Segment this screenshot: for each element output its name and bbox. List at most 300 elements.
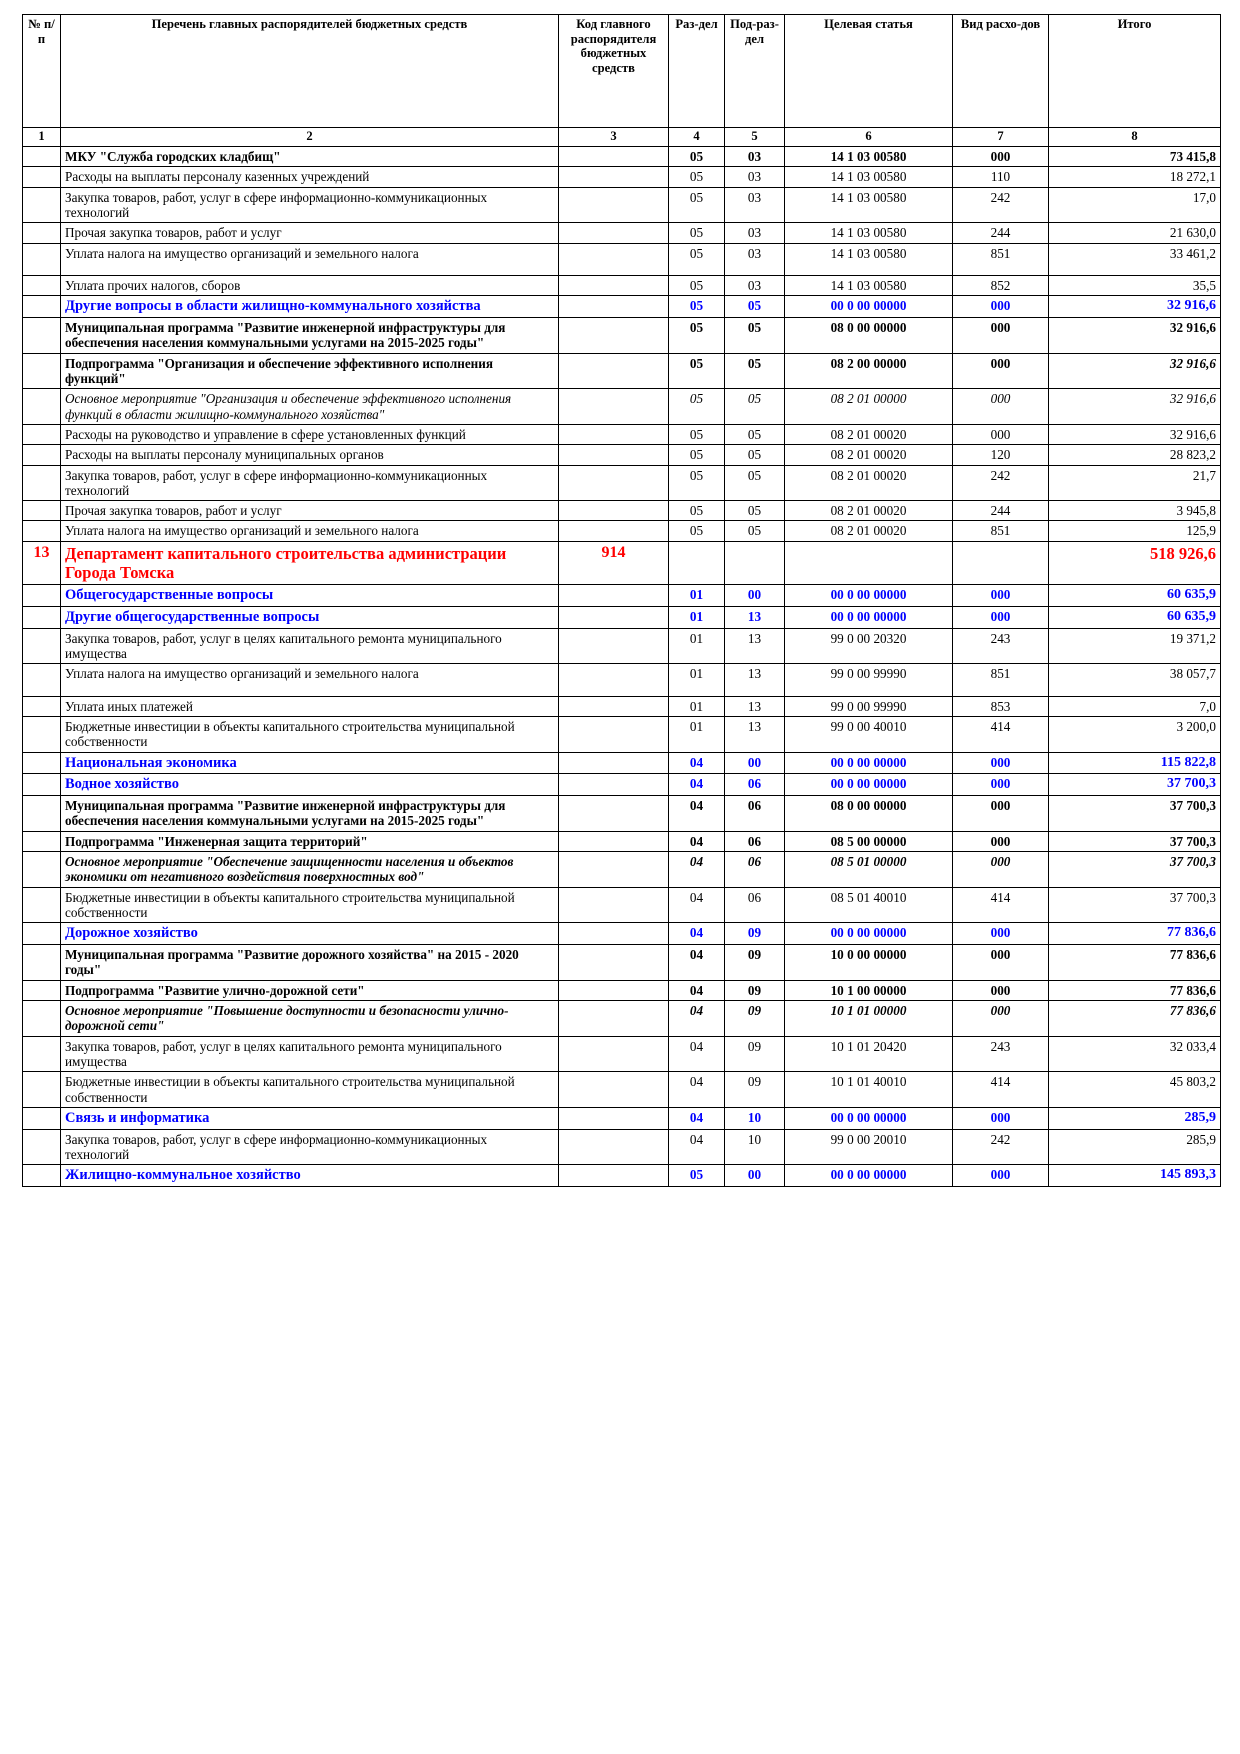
row-index bbox=[23, 389, 61, 425]
row-index: 13 bbox=[23, 541, 61, 584]
row-article: 00 0 00 00000 bbox=[785, 1107, 953, 1129]
row-vid: 851 bbox=[953, 664, 1049, 696]
table-row bbox=[23, 243, 1221, 275]
row-podrazdel: 03 bbox=[725, 243, 785, 275]
table-row bbox=[23, 275, 1221, 295]
row-podrazdel: 03 bbox=[725, 167, 785, 187]
row-podrazdel: 00 bbox=[725, 752, 785, 774]
row-podrazdel: 03 bbox=[725, 187, 785, 223]
row-vid: 000 bbox=[953, 831, 1049, 851]
row-code bbox=[559, 445, 669, 465]
row-podrazdel: 10 bbox=[725, 1129, 785, 1165]
row-razdel: 01 bbox=[669, 696, 725, 716]
row-name: Муниципальная программа "Развитие инженерной инфраструктуры для обеспечения населения коммунальными услугами на 2015-2025 годы" bbox=[61, 318, 559, 354]
row-index bbox=[23, 716, 61, 752]
row-vid: 414 bbox=[953, 716, 1049, 752]
row-vid: 243 bbox=[953, 1036, 1049, 1072]
row-index bbox=[23, 501, 61, 521]
row-vid bbox=[953, 541, 1049, 584]
table-row bbox=[23, 852, 1221, 888]
row-razdel: 05 bbox=[669, 521, 725, 541]
row-razdel: 01 bbox=[669, 716, 725, 752]
row-index bbox=[23, 980, 61, 1000]
row-code bbox=[559, 424, 669, 444]
row-name: Жилищно-коммунальное хозяйство bbox=[61, 1165, 559, 1187]
row-name: Расходы на выплаты персоналу муниципальных органов bbox=[61, 445, 559, 465]
row-razdel: 04 bbox=[669, 1107, 725, 1129]
row-podrazdel: 06 bbox=[725, 774, 785, 796]
table-row bbox=[23, 541, 1221, 584]
row-index bbox=[23, 318, 61, 354]
table-row bbox=[23, 606, 1221, 628]
row-razdel: 04 bbox=[669, 923, 725, 945]
table-row bbox=[23, 1001, 1221, 1037]
row-podrazdel: 03 bbox=[725, 223, 785, 243]
row-vid: 243 bbox=[953, 628, 1049, 664]
column-number-5: 5 bbox=[725, 128, 785, 147]
row-name: Уплата прочих налогов, сборов bbox=[61, 275, 559, 295]
column-number-8: 8 bbox=[1049, 128, 1221, 147]
row-total: 32 916,6 bbox=[1049, 318, 1221, 354]
row-article: 14 1 03 00580 bbox=[785, 167, 953, 187]
row-total: 73 415,8 bbox=[1049, 147, 1221, 167]
row-code bbox=[559, 389, 669, 425]
row-article: 08 2 01 00020 bbox=[785, 465, 953, 501]
table-row bbox=[23, 465, 1221, 501]
row-razdel: 05 bbox=[669, 275, 725, 295]
row-code bbox=[559, 465, 669, 501]
header-razdel: Раз-дел bbox=[669, 15, 725, 128]
row-vid: 120 bbox=[953, 445, 1049, 465]
row-index bbox=[23, 187, 61, 223]
table-row bbox=[23, 167, 1221, 187]
table-row bbox=[23, 696, 1221, 716]
row-razdel: 05 bbox=[669, 465, 725, 501]
row-podrazdel: 06 bbox=[725, 796, 785, 832]
row-razdel: 04 bbox=[669, 774, 725, 796]
budget-table bbox=[22, 14, 1221, 1187]
row-code bbox=[559, 752, 669, 774]
row-podrazdel: 09 bbox=[725, 945, 785, 981]
row-total: 3 945,8 bbox=[1049, 501, 1221, 521]
row-vid: 414 bbox=[953, 887, 1049, 923]
row-total: 17,0 bbox=[1049, 187, 1221, 223]
row-index bbox=[23, 752, 61, 774]
row-article: 10 1 00 00000 bbox=[785, 980, 953, 1000]
row-code bbox=[559, 167, 669, 187]
row-total: 19 371,2 bbox=[1049, 628, 1221, 664]
row-razdel: 04 bbox=[669, 1036, 725, 1072]
row-article: 14 1 03 00580 bbox=[785, 223, 953, 243]
row-name: Основное мероприятие "Повышение доступности и безопасности улично-дорожной сети" bbox=[61, 1001, 559, 1037]
row-code bbox=[559, 1107, 669, 1129]
row-index bbox=[23, 275, 61, 295]
row-code bbox=[559, 945, 669, 981]
row-total: 21 630,0 bbox=[1049, 223, 1221, 243]
row-razdel: 05 bbox=[669, 389, 725, 425]
row-code bbox=[559, 1129, 669, 1165]
table-row bbox=[23, 1107, 1221, 1129]
row-vid: 000 bbox=[953, 606, 1049, 628]
column-number-row bbox=[23, 128, 1221, 147]
row-code bbox=[559, 831, 669, 851]
row-article bbox=[785, 541, 953, 584]
row-podrazdel: 09 bbox=[725, 980, 785, 1000]
table-row bbox=[23, 923, 1221, 945]
row-article: 08 0 00 00000 bbox=[785, 318, 953, 354]
row-code bbox=[559, 774, 669, 796]
table-row bbox=[23, 887, 1221, 923]
row-razdel: 05 bbox=[669, 445, 725, 465]
row-code bbox=[559, 606, 669, 628]
row-razdel: 05 bbox=[669, 296, 725, 318]
row-article: 08 2 01 00000 bbox=[785, 389, 953, 425]
row-podrazdel: 06 bbox=[725, 831, 785, 851]
row-total: 77 836,6 bbox=[1049, 945, 1221, 981]
row-razdel: 05 bbox=[669, 1165, 725, 1187]
table-row bbox=[23, 831, 1221, 851]
row-code bbox=[559, 275, 669, 295]
row-index bbox=[23, 852, 61, 888]
row-total: 3 200,0 bbox=[1049, 716, 1221, 752]
row-podrazdel bbox=[725, 541, 785, 584]
row-code bbox=[559, 664, 669, 696]
row-code bbox=[559, 187, 669, 223]
row-article: 10 1 01 00000 bbox=[785, 1001, 953, 1037]
row-name: Прочая закупка товаров, работ и услуг bbox=[61, 223, 559, 243]
row-name: Бюджетные инвестиции в объекты капитального строительства муниципальной собственности bbox=[61, 887, 559, 923]
row-name: Закупка товаров, работ, услуг в сфере информационно-коммуникационных технологий bbox=[61, 465, 559, 501]
row-name: Закупка товаров, работ, услуг в целях капитального ремонта муниципального имущества bbox=[61, 1036, 559, 1072]
table-row bbox=[23, 716, 1221, 752]
row-name: Общегосударственные вопросы bbox=[61, 585, 559, 607]
row-name: Бюджетные инвестиции в объекты капитального строительства муниципальной собственности bbox=[61, 1072, 559, 1108]
row-article: 08 0 00 00000 bbox=[785, 796, 953, 832]
table-row bbox=[23, 389, 1221, 425]
row-article: 14 1 03 00580 bbox=[785, 187, 953, 223]
row-article: 14 1 03 00580 bbox=[785, 147, 953, 167]
row-podrazdel: 00 bbox=[725, 1165, 785, 1187]
row-vid: 852 bbox=[953, 275, 1049, 295]
row-name: Основное мероприятие "Обеспечение защищенности населения и объектов экономики от негативного воздействия поверхностных вод" bbox=[61, 852, 559, 888]
row-vid: 000 bbox=[953, 147, 1049, 167]
row-name: Национальная экономика bbox=[61, 752, 559, 774]
row-total: 37 700,3 bbox=[1049, 887, 1221, 923]
row-razdel: 05 bbox=[669, 501, 725, 521]
column-number-2: 2 bbox=[61, 128, 559, 147]
row-code bbox=[559, 1165, 669, 1187]
row-name: Другие общегосударственные вопросы bbox=[61, 606, 559, 628]
row-total: 285,9 bbox=[1049, 1107, 1221, 1129]
row-code: 914 bbox=[559, 541, 669, 584]
row-vid: 242 bbox=[953, 187, 1049, 223]
row-razdel: 05 bbox=[669, 318, 725, 354]
row-razdel: 05 bbox=[669, 167, 725, 187]
row-article: 14 1 03 00580 bbox=[785, 243, 953, 275]
row-article: 08 2 01 00020 bbox=[785, 521, 953, 541]
table-row bbox=[23, 774, 1221, 796]
row-razdel: 01 bbox=[669, 606, 725, 628]
row-total: 32 916,6 bbox=[1049, 353, 1221, 389]
table-row bbox=[23, 796, 1221, 832]
row-total: 37 700,3 bbox=[1049, 852, 1221, 888]
table-row bbox=[23, 223, 1221, 243]
row-vid: 851 bbox=[953, 243, 1049, 275]
row-article: 08 2 01 00020 bbox=[785, 445, 953, 465]
row-total: 145 893,3 bbox=[1049, 1165, 1221, 1187]
row-total: 60 635,9 bbox=[1049, 585, 1221, 607]
row-total: 38 057,7 bbox=[1049, 664, 1221, 696]
column-number-3: 3 bbox=[559, 128, 669, 147]
row-total: 7,0 bbox=[1049, 696, 1221, 716]
row-total: 77 836,6 bbox=[1049, 1001, 1221, 1037]
row-article: 00 0 00 00000 bbox=[785, 585, 953, 607]
row-podrazdel: 09 bbox=[725, 1036, 785, 1072]
row-vid: 000 bbox=[953, 774, 1049, 796]
row-code bbox=[559, 223, 669, 243]
row-code bbox=[559, 1072, 669, 1108]
table-row bbox=[23, 945, 1221, 981]
row-razdel: 01 bbox=[669, 628, 725, 664]
row-razdel: 04 bbox=[669, 945, 725, 981]
row-vid: 000 bbox=[953, 752, 1049, 774]
row-razdel: 04 bbox=[669, 796, 725, 832]
row-podrazdel: 13 bbox=[725, 606, 785, 628]
row-index bbox=[23, 774, 61, 796]
row-razdel: 05 bbox=[669, 243, 725, 275]
row-name: Закупка товаров, работ, услуг в сфере информационно-коммуникационных технологий bbox=[61, 187, 559, 223]
row-razdel: 01 bbox=[669, 664, 725, 696]
row-podrazdel: 13 bbox=[725, 664, 785, 696]
row-name: Уплата налога на имущество организаций и земельного налога bbox=[61, 664, 559, 696]
row-index bbox=[23, 243, 61, 275]
row-vid: 000 bbox=[953, 1165, 1049, 1187]
row-vid: 000 bbox=[953, 353, 1049, 389]
row-index bbox=[23, 445, 61, 465]
table-row bbox=[23, 501, 1221, 521]
row-vid: 414 bbox=[953, 1072, 1049, 1108]
row-article: 08 2 01 00020 bbox=[785, 424, 953, 444]
row-article: 99 0 00 99990 bbox=[785, 664, 953, 696]
table-row bbox=[23, 521, 1221, 541]
table-row bbox=[23, 187, 1221, 223]
row-index bbox=[23, 696, 61, 716]
row-article: 10 0 00 00000 bbox=[785, 945, 953, 981]
row-razdel: 04 bbox=[669, 1129, 725, 1165]
row-total: 35,5 bbox=[1049, 275, 1221, 295]
row-index bbox=[23, 1036, 61, 1072]
row-name: Уплата налога на имущество организаций и земельного налога bbox=[61, 243, 559, 275]
column-number-7: 7 bbox=[953, 128, 1049, 147]
row-article: 14 1 03 00580 bbox=[785, 275, 953, 295]
row-vid: 853 bbox=[953, 696, 1049, 716]
row-index bbox=[23, 606, 61, 628]
row-code bbox=[559, 980, 669, 1000]
row-index bbox=[23, 1129, 61, 1165]
row-name: Расходы на руководство и управление в сфере установленных функций bbox=[61, 424, 559, 444]
row-article: 10 1 01 40010 bbox=[785, 1072, 953, 1108]
row-podrazdel: 06 bbox=[725, 887, 785, 923]
row-article: 99 0 00 99990 bbox=[785, 696, 953, 716]
row-code bbox=[559, 628, 669, 664]
row-index bbox=[23, 1072, 61, 1108]
row-razdel: 04 bbox=[669, 852, 725, 888]
row-razdel: 05 bbox=[669, 223, 725, 243]
row-name: Основное мероприятие "Организация и обеспечение эффективного исполнения функций в области жилищно-коммунального хозяйства" bbox=[61, 389, 559, 425]
table-row bbox=[23, 1165, 1221, 1187]
header-name: Перечень главных распорядителей бюджетных средств bbox=[61, 15, 559, 128]
row-vid: 242 bbox=[953, 1129, 1049, 1165]
row-vid: 244 bbox=[953, 223, 1049, 243]
row-podrazdel: 00 bbox=[725, 585, 785, 607]
row-razdel: 01 bbox=[669, 585, 725, 607]
row-code bbox=[559, 716, 669, 752]
row-vid: 000 bbox=[953, 796, 1049, 832]
row-name: Закупка товаров, работ, услуг в целях капитального ремонта муниципального имущества bbox=[61, 628, 559, 664]
row-total: 21,7 bbox=[1049, 465, 1221, 501]
row-podrazdel: 05 bbox=[725, 318, 785, 354]
row-index bbox=[23, 796, 61, 832]
row-article: 08 5 01 40010 bbox=[785, 887, 953, 923]
row-razdel: 04 bbox=[669, 1072, 725, 1108]
row-total: 32 916,6 bbox=[1049, 296, 1221, 318]
row-code bbox=[559, 923, 669, 945]
row-razdel: 05 bbox=[669, 424, 725, 444]
table-row bbox=[23, 296, 1221, 318]
row-index bbox=[23, 1165, 61, 1187]
row-code bbox=[559, 296, 669, 318]
row-index bbox=[23, 887, 61, 923]
row-razdel: 04 bbox=[669, 980, 725, 1000]
row-code bbox=[559, 243, 669, 275]
row-razdel: 04 bbox=[669, 752, 725, 774]
row-podrazdel: 05 bbox=[725, 465, 785, 501]
row-article: 08 5 01 00000 bbox=[785, 852, 953, 888]
row-index bbox=[23, 1107, 61, 1129]
row-index bbox=[23, 147, 61, 167]
row-code bbox=[559, 318, 669, 354]
row-total: 32 916,6 bbox=[1049, 424, 1221, 444]
row-name: МКУ "Служба городских кладбищ" bbox=[61, 147, 559, 167]
row-podrazdel: 06 bbox=[725, 852, 785, 888]
row-name: Бюджетные инвестиции в объекты капитального строительства муниципальной собственности bbox=[61, 716, 559, 752]
table-row bbox=[23, 585, 1221, 607]
table-row bbox=[23, 752, 1221, 774]
row-index bbox=[23, 296, 61, 318]
row-total: 33 461,2 bbox=[1049, 243, 1221, 275]
row-podrazdel: 05 bbox=[725, 501, 785, 521]
row-total: 518 926,6 bbox=[1049, 541, 1221, 584]
row-vid: 000 bbox=[953, 923, 1049, 945]
table-row bbox=[23, 147, 1221, 167]
row-total: 60 635,9 bbox=[1049, 606, 1221, 628]
row-razdel bbox=[669, 541, 725, 584]
row-vid: 000 bbox=[953, 318, 1049, 354]
row-index bbox=[23, 945, 61, 981]
table-row bbox=[23, 628, 1221, 664]
row-article: 99 0 00 20320 bbox=[785, 628, 953, 664]
row-article: 10 1 01 20420 bbox=[785, 1036, 953, 1072]
row-name: Связь и информатика bbox=[61, 1107, 559, 1129]
row-vid: 000 bbox=[953, 424, 1049, 444]
row-code bbox=[559, 521, 669, 541]
row-vid: 000 bbox=[953, 1001, 1049, 1037]
row-article: 00 0 00 00000 bbox=[785, 296, 953, 318]
row-article: 00 0 00 00000 bbox=[785, 1165, 953, 1187]
row-index bbox=[23, 465, 61, 501]
row-podrazdel: 09 bbox=[725, 923, 785, 945]
row-name: Дорожное хозяйство bbox=[61, 923, 559, 945]
column-number-4: 4 bbox=[669, 128, 725, 147]
row-podrazdel: 03 bbox=[725, 275, 785, 295]
row-name: Уплата налога на имущество организаций и земельного налога bbox=[61, 521, 559, 541]
row-vid: 000 bbox=[953, 296, 1049, 318]
row-index bbox=[23, 223, 61, 243]
row-podrazdel: 05 bbox=[725, 445, 785, 465]
header-index: № п/п bbox=[23, 15, 61, 128]
table-row bbox=[23, 353, 1221, 389]
row-index bbox=[23, 831, 61, 851]
row-code bbox=[559, 501, 669, 521]
row-total: 37 700,3 bbox=[1049, 796, 1221, 832]
row-index bbox=[23, 585, 61, 607]
row-index bbox=[23, 923, 61, 945]
table-body bbox=[23, 128, 1221, 1187]
column-number-6: 6 bbox=[785, 128, 953, 147]
row-razdel: 05 bbox=[669, 147, 725, 167]
row-vid: 110 bbox=[953, 167, 1049, 187]
row-podrazdel: 05 bbox=[725, 424, 785, 444]
row-name: Подпрограмма "Организация и обеспечение эффективного исполнения функций" bbox=[61, 353, 559, 389]
table-row bbox=[23, 1036, 1221, 1072]
header-code: Код главного распорядителя бюджетных средств bbox=[559, 15, 669, 128]
row-podrazdel: 09 bbox=[725, 1072, 785, 1108]
row-name: Уплата иных платежей bbox=[61, 696, 559, 716]
row-razdel: 05 bbox=[669, 187, 725, 223]
row-total: 37 700,3 bbox=[1049, 831, 1221, 851]
row-index bbox=[23, 353, 61, 389]
row-total: 32 916,6 bbox=[1049, 389, 1221, 425]
row-index bbox=[23, 521, 61, 541]
row-total: 32 033,4 bbox=[1049, 1036, 1221, 1072]
row-vid: 851 bbox=[953, 521, 1049, 541]
row-razdel: 04 bbox=[669, 1001, 725, 1037]
row-podrazdel: 10 bbox=[725, 1107, 785, 1129]
row-code bbox=[559, 852, 669, 888]
row-code bbox=[559, 147, 669, 167]
row-total: 125,9 bbox=[1049, 521, 1221, 541]
row-article: 08 2 01 00020 bbox=[785, 501, 953, 521]
row-vid: 000 bbox=[953, 389, 1049, 425]
row-index bbox=[23, 167, 61, 187]
row-name: Подпрограмма "Инженерная защита территорий" bbox=[61, 831, 559, 851]
row-article: 99 0 00 40010 bbox=[785, 716, 953, 752]
row-name: Водное хозяйство bbox=[61, 774, 559, 796]
row-index bbox=[23, 1001, 61, 1037]
row-podrazdel: 05 bbox=[725, 296, 785, 318]
row-name: Другие вопросы в области жилищно-коммунального хозяйства bbox=[61, 296, 559, 318]
row-code bbox=[559, 1001, 669, 1037]
row-article: 00 0 00 00000 bbox=[785, 606, 953, 628]
row-code bbox=[559, 1036, 669, 1072]
row-vid: 000 bbox=[953, 1107, 1049, 1129]
row-podrazdel: 13 bbox=[725, 696, 785, 716]
header-podrazdel: Под-раз-дел bbox=[725, 15, 785, 128]
row-podrazdel: 09 bbox=[725, 1001, 785, 1037]
row-code bbox=[559, 696, 669, 716]
row-total: 77 836,6 bbox=[1049, 923, 1221, 945]
row-index bbox=[23, 628, 61, 664]
